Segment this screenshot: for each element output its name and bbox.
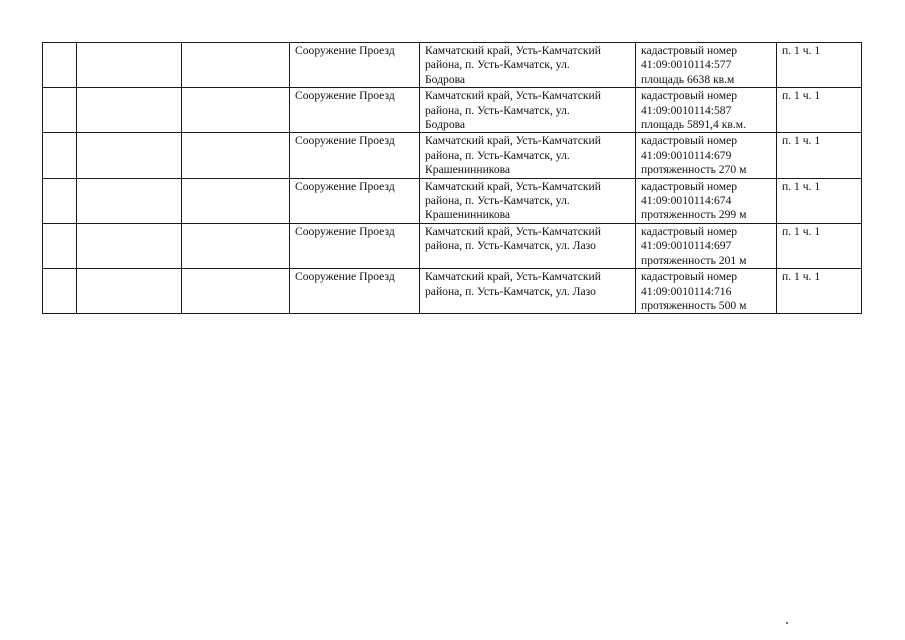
cadastral-info-cell-line: 41:09:0010114:587: [641, 103, 732, 117]
address-cell-line: Бодрова: [425, 118, 466, 132]
cadastral-info-cell-line: кадастровый номер: [641, 134, 738, 148]
object-type-cell: Сооружение Проезд: [290, 88, 420, 133]
cadastral-info-cell: [636, 269, 777, 314]
address-cell-line: Камчатский край, Усть-Камчатский: [425, 134, 601, 148]
empty-cell: [182, 223, 290, 268]
address-cell-line: Камчатский край, Усть-Камчатский: [425, 44, 601, 57]
address-cell-line: Камчатский край, Усть-Камчатский: [425, 89, 601, 103]
row-number-cell: [43, 178, 77, 223]
address-cell-line: района, п. Усть-Камчатск, ул. Лазо: [425, 239, 596, 253]
empty-cell: [182, 133, 290, 178]
address-cell-line: района, п. Усть-Камчатск, ул.: [425, 103, 570, 117]
address-cell-line: Камчатский край, Усть-Камчатский: [425, 270, 601, 284]
cadastral-info-cell: [636, 223, 777, 268]
cadastral-info-cell-line: 41:09:0010114:674: [641, 194, 732, 208]
object-type-cell: Сооружение Проезд: [290, 43, 420, 88]
property-table: [42, 42, 862, 314]
row-number-cell: [43, 43, 77, 88]
scan-speck: [786, 622, 788, 624]
empty-cell: [77, 178, 182, 223]
cadastral-info-cell-line: протяженность 299 м: [641, 208, 747, 222]
empty-cell: [182, 178, 290, 223]
legal-basis-cell: п. 1 ч. 1: [777, 178, 862, 223]
address-cell: [420, 269, 636, 314]
address-cell-line: Бодрова: [425, 72, 466, 86]
cadastral-info-cell-line: кадастровый номер: [641, 179, 738, 193]
legal-basis-cell: п. 1 ч. 1: [777, 43, 862, 88]
address-cell-line: района, п. Усть-Камчатск, ул.: [425, 194, 570, 208]
address-cell-line: Камчатский край, Усть-Камчатский: [425, 179, 601, 193]
table-row: [43, 223, 862, 268]
address-cell-line: района, п. Усть-Камчатск, ул. Лазо: [425, 284, 596, 298]
empty-cell: [77, 223, 182, 268]
address-cell-line: Камчатский край, Усть-Камчатский: [425, 224, 601, 238]
legal-basis-cell: п. 1 ч. 1: [777, 269, 862, 314]
cadastral-info-cell-line: кадастровый номер: [641, 44, 738, 57]
table-body: [43, 43, 862, 314]
address-cell: [420, 223, 636, 268]
address-cell: [420, 88, 636, 133]
table-row: [43, 88, 862, 133]
empty-cell: [182, 43, 290, 88]
address-cell-line: района, п. Усть-Камчатск, ул.: [425, 148, 570, 162]
table-row: [43, 269, 862, 314]
legal-basis-cell: п. 1 ч. 1: [777, 223, 862, 268]
empty-cell: [77, 43, 182, 88]
cadastral-info-cell: [636, 178, 777, 223]
cadastral-info-cell: [636, 88, 777, 133]
row-number-cell: [43, 88, 77, 133]
table-row: [43, 178, 862, 223]
cadastral-info-cell-line: 41:09:0010114:577: [641, 58, 732, 72]
empty-cell: [182, 269, 290, 314]
empty-cell: [182, 88, 290, 133]
object-type-cell: Сооружение Проезд: [290, 133, 420, 178]
legal-basis-cell: п. 1 ч. 1: [777, 133, 862, 178]
object-type-cell: Сооружение Проезд: [290, 223, 420, 268]
cadastral-info-cell-line: кадастровый номер: [641, 224, 738, 238]
empty-cell: [77, 88, 182, 133]
address-cell-line: Крашенинникова: [425, 163, 511, 177]
address-cell: [420, 43, 636, 88]
address-cell: [420, 133, 636, 178]
cadastral-info-cell-line: площадь 6638 кв.м: [641, 72, 735, 86]
cadastral-info-cell-line: кадастровый номер: [641, 89, 738, 103]
empty-cell: [77, 269, 182, 314]
cadastral-info-cell-line: 41:09:0010114:697: [641, 239, 732, 253]
address-cell: [420, 178, 636, 223]
legal-basis-cell: п. 1 ч. 1: [777, 88, 862, 133]
row-number-cell: [43, 223, 77, 268]
address-cell-line: Крашенинникова: [425, 208, 511, 222]
object-type-cell: Сооружение Проезд: [290, 178, 420, 223]
row-number-cell: [43, 269, 77, 314]
object-type-cell: Сооружение Проезд: [290, 269, 420, 314]
cadastral-info-cell-line: протяженность 270 м: [641, 163, 747, 177]
row-number-cell: [43, 133, 77, 178]
cadastral-info-cell: [636, 43, 777, 88]
table-row: [43, 133, 862, 178]
cadastral-info-cell-line: кадастровый номер: [641, 270, 738, 284]
cadastral-info-cell-line: 41:09:0010114:716: [641, 284, 732, 298]
cadastral-info-cell-line: протяженность 201 м: [641, 253, 747, 267]
cadastral-info-cell-line: 41:09:0010114:679: [641, 148, 732, 162]
cadastral-info-cell-line: протяженность 500 м: [641, 298, 747, 312]
cadastral-info-cell: [636, 133, 777, 178]
address-cell-line: района, п. Усть-Камчатск, ул.: [425, 58, 570, 72]
empty-cell: [77, 133, 182, 178]
cadastral-info-cell-line: площадь 5891,4 кв.м.: [641, 118, 746, 132]
table-row: [43, 43, 862, 88]
